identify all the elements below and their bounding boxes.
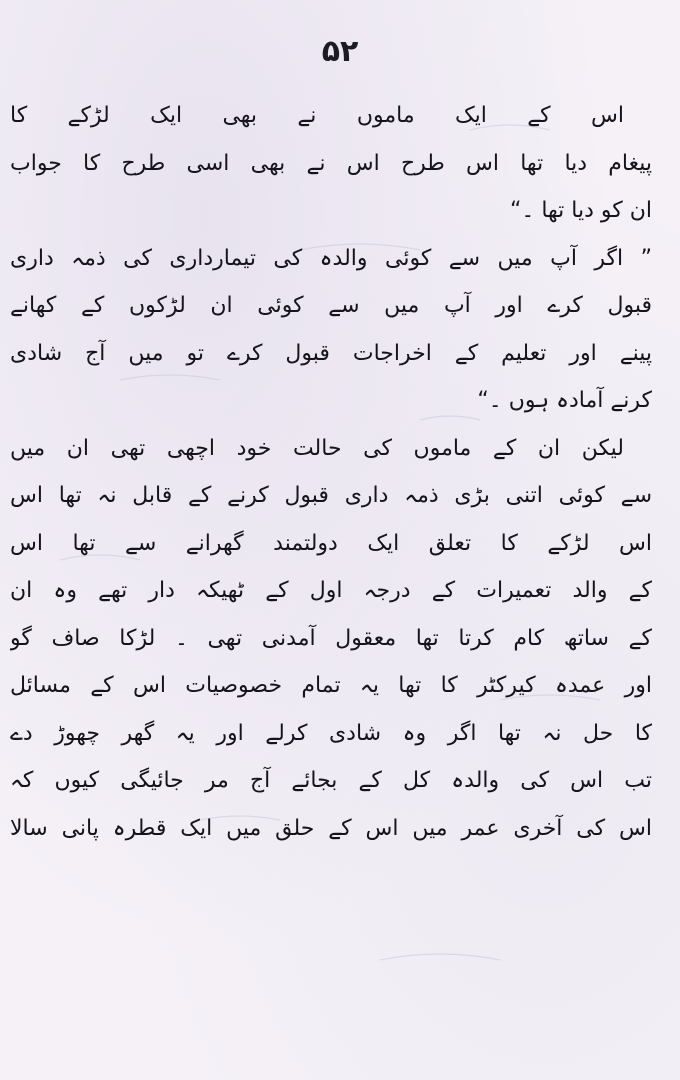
text-line: سے کوئی اتنی بڑی ذمہ داری قبول کرنے کے قابل نہ تھا اس <box>10 483 652 508</box>
text-line: لیکن ان کے ماموں کی حالت خود اچھی تھی ان میں <box>10 435 624 461</box>
text-line: اس لڑکے کا تعلق ایک دولتمند گھرانے سے تھا اس <box>10 530 652 556</box>
text-line: اور عمدہ کیرکٹر کا تھا یہ تمام خصوصیات اس کے مسائل <box>10 673 652 698</box>
text-line: پیغام دیا تھا اس طرح اس نے بھی اسی طرح کا جواب <box>10 150 652 176</box>
text-line: کرنے آمادہ ہوں ۔“ <box>477 388 652 413</box>
text-line: ” اگر آپ میں سے کوئی والدہ کی تیمارداری کی ذمہ داری <box>10 245 652 271</box>
text-line: کے والد تعمیرات کے درجہ اول کے ٹھیکہ دار تھے وہ ان <box>10 578 652 603</box>
text-line: کے ساتھ کام کرتا تھا معقول آمدنی تھی ۔ لڑکا صاف گو <box>10 625 652 651</box>
text-line: اس کے ایک ماموں نے بھی ایک لڑکے کا <box>10 103 624 128</box>
body-text <box>10 92 652 852</box>
text-line: کا حل نہ تھا اگر وہ شادی کرلے اور یہ گھر چھوڑ دے <box>10 720 652 746</box>
text-line: پینے اور تعلیم کے اخراجات قبول کرے تو میں آج شادی <box>10 340 652 366</box>
text-line: تب اس کی والدہ کل کے بجائے آج مر جائیگی کیوں کہ <box>10 768 652 793</box>
page-number: ۵۲ <box>321 34 359 69</box>
text-line: قبول کرے اور آپ میں سے کوئی ان لڑکوں کے کھانے <box>10 293 652 318</box>
text-line: ان کو دیا تھا ۔“ <box>510 198 652 223</box>
text-line: اس کی آخری عمر میں اس کے حلق میں ایک قطرہ پانی سالا <box>10 815 652 841</box>
